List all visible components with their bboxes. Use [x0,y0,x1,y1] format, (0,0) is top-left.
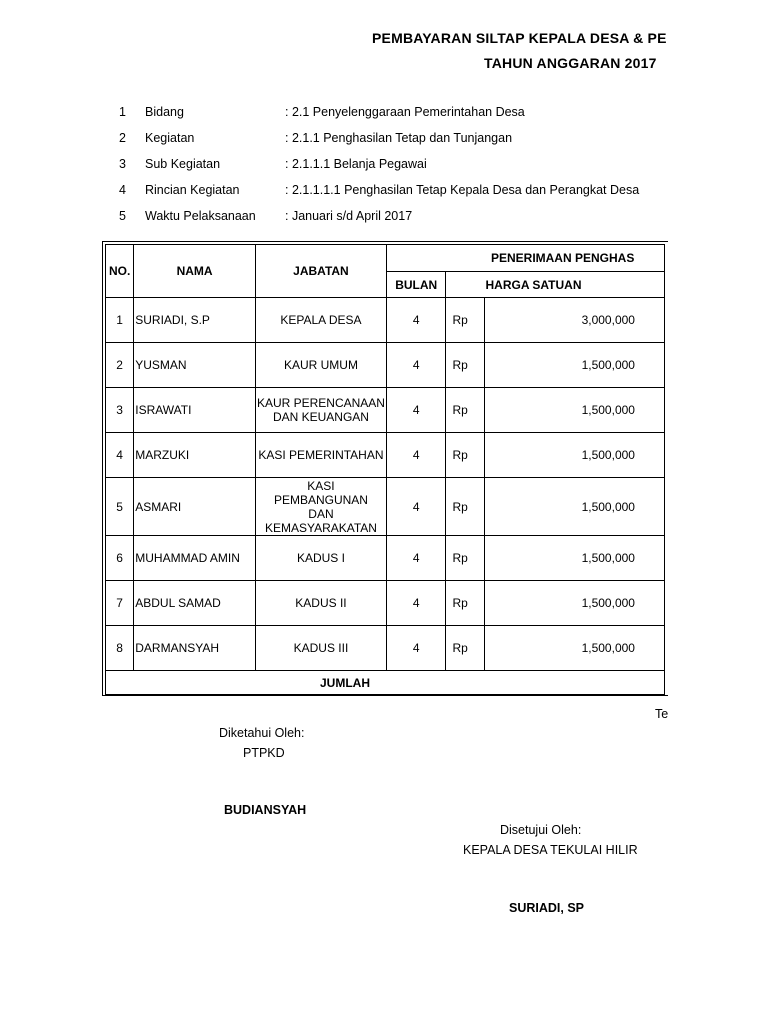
info-label: Kegiatan [145,131,195,145]
table-row [106,343,665,388]
cell-nama: DARMANSYAH [134,626,256,671]
header-jabatan: JABATAN [255,245,386,298]
cell-rp: Rp [446,626,484,671]
cell-harga: 1,500,000 [484,536,664,581]
cell-nama: YUSMAN [134,343,256,388]
known-by-role: PTPKD [243,746,285,760]
info-row-kegiatan [0,131,768,151]
cell-nama: ISRAWATI [134,388,256,433]
header-penerimaan: PENERIMAAN PENGHAS [386,245,664,272]
info-value: : 2.1.1 Penghasilan Tetap dan Tunjangan [285,131,513,145]
payroll-table-area [102,241,702,701]
info-label: Waktu Pelaksanaan [145,209,256,223]
table-clip [102,241,665,701]
cell-bulan: 4 [386,581,446,626]
table-row [106,536,665,581]
table-row [106,433,665,478]
cell-bulan: 4 [386,626,446,671]
cell-no: 6 [106,536,134,581]
info-value: : 2.1.1.1 Belanja Pegawai [285,157,427,171]
known-by-name: BUDIANSYAH [224,803,307,817]
header-bulan: BULAN [386,272,446,298]
info-number: 3 [119,157,126,171]
info-number: 4 [119,183,126,197]
cell-nama: SURIADI, S.P [134,298,256,343]
document-title-line2: TAHUN ANGGARAN 2017 [484,55,657,71]
info-label: Bidang [145,105,184,119]
table-row [106,626,665,671]
cell-rp: Rp [446,433,484,478]
cell-no: 4 [106,433,134,478]
cell-rp: Rp [446,388,484,433]
info-number: 5 [119,209,126,223]
cell-nama: MUHAMMAD AMIN [134,536,256,581]
document-title-line1: PEMBAYARAN SILTAP KEPALA DESA & PE [372,30,667,46]
cell-rp: Rp [446,478,484,536]
cell-bulan: 4 [386,433,446,478]
cell-harga: 3,000,000 [484,298,664,343]
cell-harga: 1,500,000 [484,581,664,626]
header-row-1 [106,245,665,272]
header-no: NO. [106,245,134,298]
info-label: Sub Kegiatan [145,157,221,171]
approved-by-label: Disetujui Oleh: [500,823,582,837]
info-row-bidang [0,105,768,125]
cell-no: 2 [106,343,134,388]
cell-jabatan: KADUS II [255,581,386,626]
cell-harga: 1,500,000 [484,343,664,388]
cell-jabatan: KASI PEMERINTAHAN [255,433,386,478]
cell-no: 1 [106,298,134,343]
cell-harga: 1,500,000 [484,626,664,671]
place-date-fragment: Te [655,707,669,721]
info-row-rincian-kegiatan [0,183,768,203]
cell-rp: Rp [446,536,484,581]
cell-jabatan: KAUR UMUM [255,343,386,388]
cell-rp: Rp [446,343,484,388]
jumlah-row [106,671,665,695]
cell-jabatan: KADUS I [255,536,386,581]
info-number: 2 [119,131,126,145]
cell-jabatan: KEPALA DESA [255,298,386,343]
cell-nama: MARZUKI [134,433,256,478]
cell-harga: 1,500,000 [484,433,664,478]
table-row [106,298,665,343]
approved-by-role: KEPALA DESA TEKULAI HILIR [463,843,638,857]
cell-nama: ASMARI [134,478,256,536]
info-value: : 2.1 Penyelenggaraan Pemerintahan Desa [285,105,525,119]
cell-jumlah-label: JUMLAH [106,671,665,695]
cell-nama: ABDUL SAMAD [134,581,256,626]
cell-bulan: 4 [386,343,446,388]
table-row [106,478,665,536]
cell-no: 3 [106,388,134,433]
header-nama: NAMA [134,245,256,298]
cell-bulan: 4 [386,536,446,581]
cell-no: 7 [106,581,134,626]
cell-bulan: 4 [386,478,446,536]
info-value: : Januari s/d April 2017 [285,209,413,223]
cell-rp: Rp [446,298,484,343]
cell-rp: Rp [446,581,484,626]
payroll-table [105,244,665,695]
cell-bulan: 4 [386,388,446,433]
info-value: : 2.1.1.1.1 Penghasilan Tetap Kepala Desa dan Perangkat Desa [285,183,640,197]
table-row [106,581,665,626]
cell-jabatan: KADUS III [255,626,386,671]
approved-by-name: SURIADI, SP [509,901,585,915]
cell-harga: 1,500,000 [484,388,664,433]
cell-no: 8 [106,626,134,671]
table-row [106,388,665,433]
info-label: Rincian Kegiatan [145,183,240,197]
cell-no: 5 [106,478,134,536]
cell-harga: 1,500,000 [484,478,664,536]
info-row-sub-kegiatan [0,157,768,177]
cell-jabatan: KAUR PERENCANAAN DAN KEUANGAN [255,388,386,433]
info-number: 1 [119,105,126,119]
info-row-waktu-pelaksanaan [0,209,768,229]
header-harga-satuan: HARGA SATUAN [446,272,665,298]
cell-jabatan: KASI PEMBANGUNAN DAN KEMASYARAKATAN [255,478,386,536]
cell-bulan: 4 [386,298,446,343]
known-by-label: Diketahui Oleh: [219,726,305,740]
